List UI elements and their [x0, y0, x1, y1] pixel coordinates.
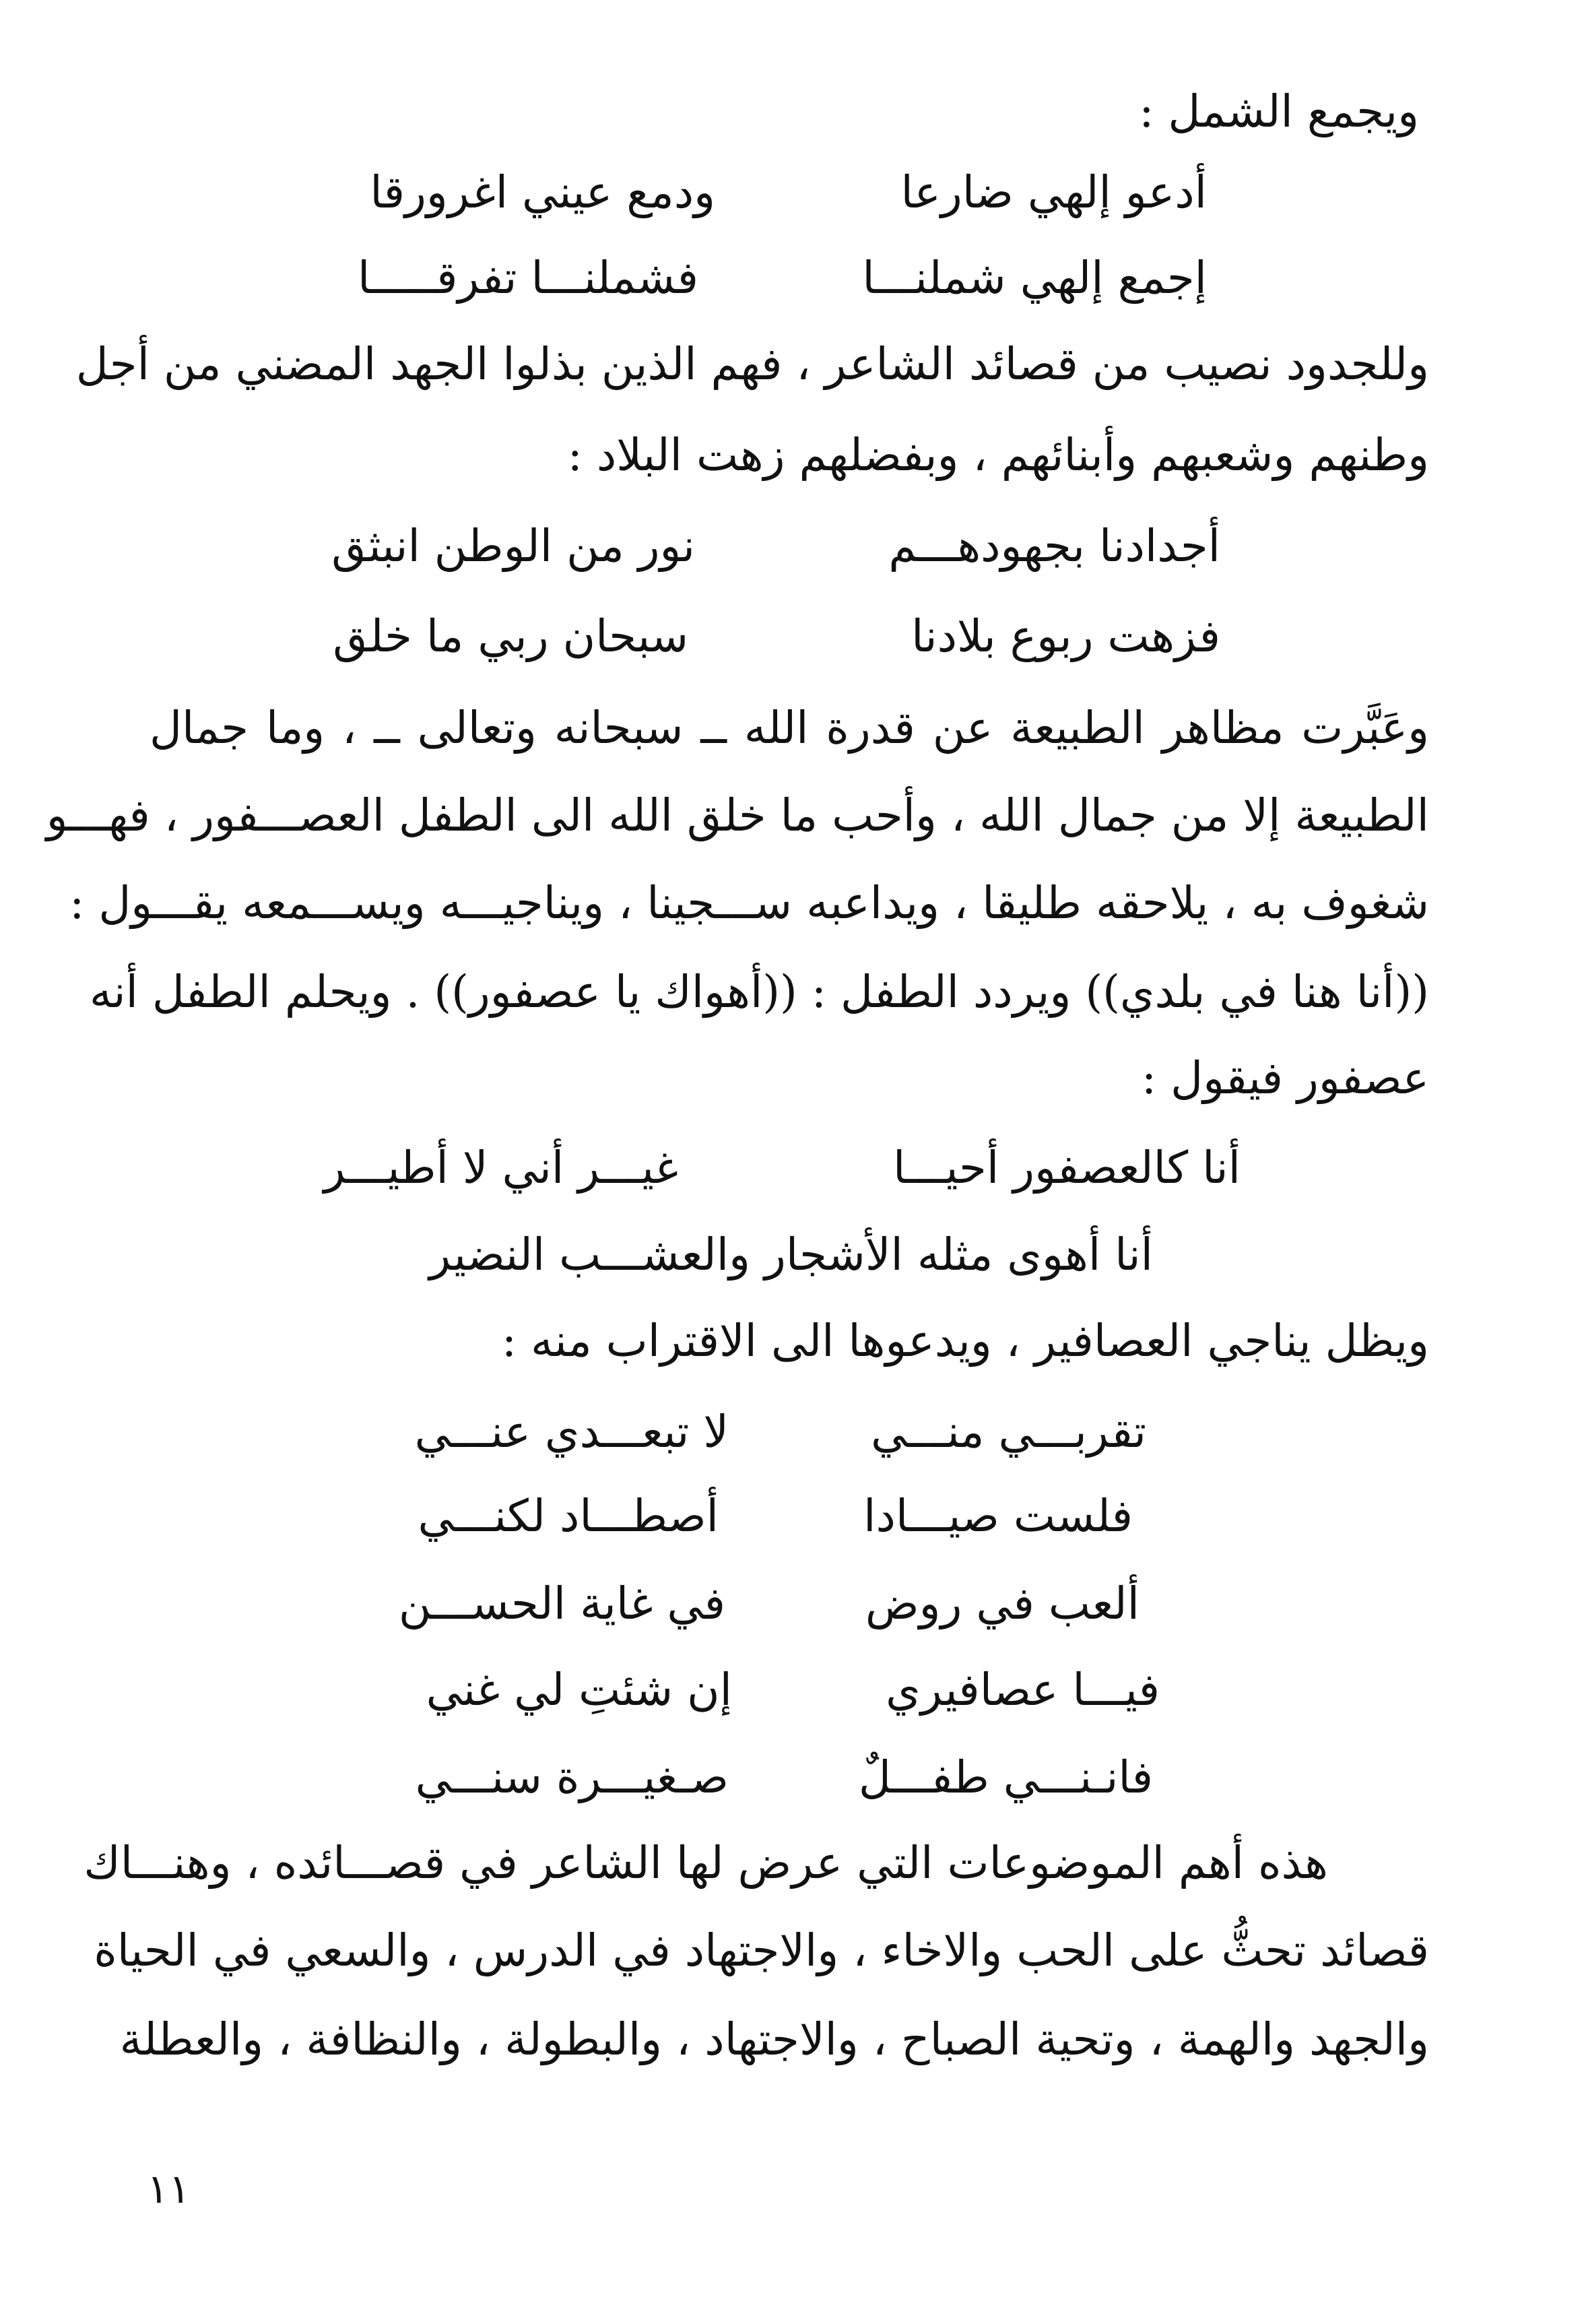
para1-line2: وطنهم وشعبهم وأبنائهم ، وبفضلهم زهت البلاد : [567, 429, 1429, 481]
verse2-line2-left: سبحان ربي ما خلق [333, 610, 688, 662]
para4-line1: هذه أهم الموضوعات التي عرض لها الشاعر في قصـــائده ، وهنـــاك [84, 1837, 1328, 1889]
para3-line: ويظل يناجي العصافير ، ويدعوها الى الاقتراب منه : [501, 1315, 1429, 1367]
verse1-line2-right: إجمع إلهي شملنـــا [862, 252, 1207, 304]
verse1-line2-left: فشملنـــا تفرقـــــا [358, 252, 698, 304]
verse4-line1-right: تقربـــي منـــي [871, 1406, 1146, 1458]
verse2-line1-left: نور من الوطن انبثق [331, 520, 695, 572]
page-number: ١١ [147, 2166, 191, 2213]
verse4-line1-left: لا تبعـــدي عنـــي [414, 1406, 729, 1458]
verse4-line2-right: فلست صيـــادا [863, 1490, 1133, 1542]
verse4-line3-left: في غاية الحســـن [398, 1578, 725, 1629]
para2-line3: شغوف به ، يلاحقه طليقا ، ويداعبه ســـجينا ، ويناجيـــه ويســـمعه يقـــول : [69, 877, 1429, 929]
verse2-line1-right: أجدادنا بجهودهـــم [888, 520, 1220, 572]
para2-line2: الطبيعة إلا من جمال الله ، وأحب ما خلق الله الى الطفل العصـــفور ، فهـــو [46, 789, 1429, 841]
para2-line1: وعَبَّرت مظاهر الطبيعة عن قدرة الله ــ سبحانه وتعالى ــ ، وما جمال [150, 702, 1429, 754]
verse2-line2-right: فزهت ربوع بلادنا [911, 610, 1220, 662]
para2-line5: عصفور فيقول : [1141, 1052, 1429, 1104]
intro-line: ويجمع الشمل : [1139, 86, 1419, 137]
para1-line1: وللجدود نصيب من قصائد الشاعر ، فهم الذين بذلوا الجهد المضني من أجل [75, 338, 1429, 390]
para2-line4: ((أنا هنا في بلدي)) ويردد الطفل : ((أهواك يا عصفور)) . ويحلم الطفل أنه [89, 966, 1429, 1018]
verse4-line4-right: فيـــا عصافيري [886, 1664, 1160, 1716]
verse4-line2-left: أصطـــاد لكنـــي [418, 1490, 719, 1542]
para4-line3: والجهد والهمة ، وتحية الصباح ، والاجتهاد ، والبطولة ، والنظافة ، والعطلة [119, 2013, 1429, 2065]
verse4-line4-left: إن شئتِ لي غني [426, 1664, 732, 1716]
para4-line2: قصائد تحثُّ على الحب والاخاء ، والاجتهاد في الدرس ، والسعي في الحياة [94, 1925, 1429, 1976]
verse4-line5-right: فانـنـــي طفـــلٌ [858, 1751, 1153, 1803]
verse4-line3-right: ألعب في روض [865, 1578, 1140, 1629]
verse3-full-line: أنا أهوى مثله الأشجار والعشـــب النضير [429, 1229, 1153, 1281]
verse3-right: أنا كالعصفور أحيـــا [892, 1142, 1241, 1194]
verse1-line1-left: ودمع عيني اغرورقا [370, 166, 715, 218]
verse4-line5-left: صـغيـــرة سنـــي [415, 1751, 729, 1803]
verse3-left: غيـــر أني لا أطيـــر [323, 1142, 678, 1194]
verse1-line1-right: أدعو إلهي ضارعا [900, 166, 1207, 218]
